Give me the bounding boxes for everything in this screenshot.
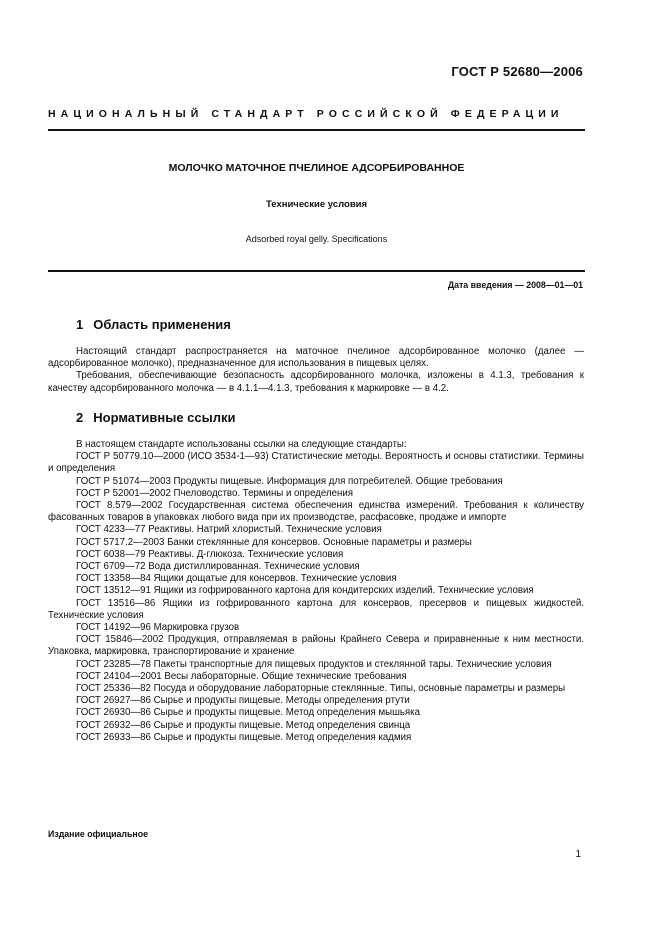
document-title: МОЛОЧКО МАТОЧНОЕ ПЧЕЛИНОЕ АДСОРБИРОВАННОЕ	[168, 162, 465, 174]
section-title: Нормативные ссылки	[93, 410, 236, 425]
official-edition-label: Издание официальное	[48, 829, 148, 839]
reference-item: ГОСТ 26932—86 Сырье и продукты пищевые. Метод определения свинца	[76, 719, 411, 731]
gost-number: ГОСТ Р 52680—2006	[451, 64, 583, 79]
reference-item: ГОСТ Р 52001—2002 Пчеловодство. Термины и определения	[76, 487, 354, 499]
paragraph: Настоящий стандарт распространяется на маточное пчелиное адсорбированное молочко (далее — адсорбированное молочко), предназначенное для использования в пищевых целях.	[48, 346, 584, 370]
reference-item: ГОСТ 26933—86 Сырье и продукты пищевые. Метод определения кадмия	[76, 731, 412, 743]
paragraph: В настоящем стандарте использованы ссылки на следующие стандарты:	[76, 439, 407, 450]
paragraph: Требования, обеспечивающие безопасность адсорбированного молочка, изложены в 4.1.3, требования к качеству адсорбированного молочка — в 4.1.1—4.1.3, требования к маркировке — в 4.2.	[48, 370, 584, 394]
reference-item: ГОСТ 13516—86 Ящики из гофрированного картона для консервов, пресервов и пищевых жидкостей. Технические условия	[48, 597, 584, 621]
reference-item: ГОСТ 26930—86 Сырье и продукты пищевые. Метод определения мышьяка	[76, 707, 420, 719]
english-title: Adsorbed royal gelly. Specifications	[245, 234, 388, 244]
reference-item: ГОСТ 15846—2002 Продукция, отправляемая в районы Крайнего Севера и приравненные к ним местности. Упаковка, маркировка, транспортирование и хранение	[48, 634, 584, 658]
national-standard-banner: НАЦИОНАЛЬНЫЙ СТАНДАРТ РОССИЙСКОЙ ФЕДЕРАЦИИ	[48, 108, 564, 120]
reference-item: ГОСТ 24104—2001 Весы лабораторные. Общие технические требования	[76, 670, 407, 682]
reference-item: ГОСТ 23285—78 Пакеты транспортные для пищевых продуктов и стеклянной тары. Технические условия	[76, 658, 552, 670]
reference-item: ГОСТ 26927—86 Сырье и продукты пищевые. Методы определения ртути	[76, 695, 410, 707]
page-number: 1	[575, 849, 581, 860]
reference-item: ГОСТ Р 50779.10—2000 (ИСО 3534-1—93) Статистические методы. Вероятность и основы статистики. Термины и определения	[48, 451, 584, 475]
section-body	[48, 346, 584, 395]
reference-item: ГОСТ 6038—79 Реактивы. Д-глюкоза. Технические условия	[76, 548, 344, 560]
introduction-date: Дата введения — 2008—01—01	[447, 280, 583, 290]
reference-item: ГОСТ 6709—72 Вода дистиллированная. Технические условия	[76, 561, 360, 573]
section-body	[48, 439, 584, 744]
section-title: Область применения	[93, 317, 231, 332]
reference-item: ГОСТ 13512—91 Ящики из гофрированного картона для кондитерских изделий. Технические условия	[76, 585, 534, 597]
section-heading	[76, 317, 231, 332]
reference-item: ГОСТ Р 51074—2003 Продукты пищевые. Информация для потребителей. Общие требования	[76, 475, 503, 487]
reference-item: ГОСТ 8.579—2002 Государственная система обеспечения единства измерений. Требования к количеству фасованных товаров в упаковках любого вида при их производстве, расфасовке, продаже и импорте	[48, 500, 584, 524]
reference-item: ГОСТ 14192—96 Маркировка грузов	[76, 622, 240, 634]
reference-item: ГОСТ 5717.2—2003 Банки стеклянные для консервов. Основные параметры и размеры	[76, 536, 472, 548]
section-number: 1	[76, 317, 84, 332]
section-heading	[76, 410, 235, 425]
reference-item: ГОСТ 13358—84 Ящики дощатые для консервов. Технические условия	[76, 573, 397, 585]
reference-item: ГОСТ 4233—77 Реактивы. Натрий хлористый. Технические условия	[76, 524, 382, 536]
reference-item: ГОСТ 25336—82 Посуда и оборудование лабораторные стеклянные. Типы, основные параметры и размеры	[76, 683, 566, 695]
title-divider	[48, 270, 585, 272]
header-divider	[48, 129, 585, 131]
section-number: 2	[76, 410, 84, 425]
document-subtitle: Технические условия	[265, 199, 368, 210]
